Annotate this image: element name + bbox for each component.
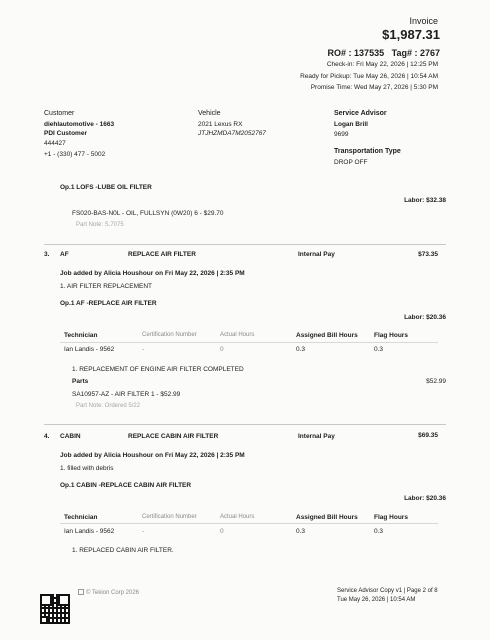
ro-number: 137535 <box>354 48 385 58</box>
promise-time: Promise Time: Wed May 27, 2026 | 5:30 PM <box>310 84 438 91</box>
ro-label: RO# : <box>327 48 352 58</box>
job-3-concern: 1. AIR FILTER REPLACEMENT <box>60 283 152 290</box>
th-flag: Flag Hours <box>374 332 408 339</box>
th-actual: Actual Hours <box>220 332 255 338</box>
th-cert: Certification Number <box>142 332 197 338</box>
th-technician: Technician <box>64 514 98 521</box>
th-assigned: Assigned Bill Hours <box>296 332 358 339</box>
job-4-title: REPLACE CABIN AIR FILTER <box>128 433 219 440</box>
check-in-time: Check-in: Fri May 22, 2026 | 12:25 PM <box>326 61 438 68</box>
job-3-cert: - <box>142 346 145 353</box>
tag-number: 2767 <box>419 48 440 58</box>
vehicle-model: 2021 Lexus RX <box>198 121 243 128</box>
job-3-assigned: 0.3 <box>296 346 306 353</box>
job-4-assigned: 0.3 <box>296 528 306 535</box>
job-3-part-note: Part Note: Ordered 5/22 <box>76 403 141 409</box>
job-4-correction: 1. REPLACED CABIN AIR FILTER. <box>72 547 174 554</box>
customer-type: PDI Customer <box>44 130 87 137</box>
ready-time: Ready for Pickup: Tue May 26, 2026 | 10:54 AM <box>300 73 438 80</box>
job-3-added: Job added by Alicia Houshour on Fri May 22, 2026 | 2:35 PM <box>60 270 245 277</box>
lof-labor: Labor: $32.38 <box>404 197 446 204</box>
vin-prefix: JTJHZMDA7 <box>198 130 236 137</box>
job-3-number: 3. <box>44 251 50 258</box>
transport-type: DROP OFF <box>334 159 368 166</box>
customer-phone: +1 - (330) 477 - 5002 <box>44 151 106 158</box>
vin-suffix: M2052767 <box>235 130 266 137</box>
th-cert: Certification Number <box>142 514 197 520</box>
ro-tag-line <box>328 48 440 58</box>
lof-op-line: Op.1 LOFS -LUBE OIL FILTER <box>60 184 152 191</box>
customer-name: diehlautomotive - 1663 <box>44 121 115 128</box>
lof-part-line: FS020-BAS-N0L - OIL, FULLSYN (0W20) 6 - $29.70 <box>72 210 224 217</box>
job-3-tech: Ian Landis - 9562 <box>64 346 115 353</box>
job-3-correction: 1. REPLACEMENT OF ENGINE AIR FILTER COMPLETED <box>72 366 244 373</box>
job-3-code: AF <box>60 251 69 258</box>
th-technician: Technician <box>64 332 98 339</box>
vehicle-heading: Vehicle <box>198 110 221 117</box>
job-4-amount: $69.35 <box>418 432 438 439</box>
job-4-number: 4. <box>44 433 50 440</box>
job-4-tech: Ian Landis - 9562 <box>64 528 115 535</box>
job-4-code: CABIN <box>60 433 81 440</box>
advisor-id: 9699 <box>334 131 349 138</box>
vehicle-vin <box>198 130 266 137</box>
tekion-logo-icon <box>78 589 84 595</box>
invoice-total: $1,987.31 <box>382 27 440 42</box>
job-4-pay-type: Internal Pay <box>298 433 335 440</box>
job-3-labor: Labor: $20.36 <box>404 314 446 321</box>
table-header-rule <box>60 342 438 343</box>
footer-copy-info: Service Advisor Copy v1 | Page 2 of 8 <box>337 588 438 594</box>
doc-title: Invoice <box>409 16 438 26</box>
job-divider <box>44 244 446 245</box>
job-3-amount: $73.35 <box>418 251 438 258</box>
job-4-concern: 1. filled with debris <box>60 465 114 472</box>
advisor-heading: Service Advisor <box>334 110 387 117</box>
job-4-labor: Labor: $20.36 <box>404 495 446 502</box>
job-3-op-line: Op.1 AF -REPLACE AIR FILTER <box>60 300 157 307</box>
qr-code <box>40 594 70 624</box>
customer-heading: Customer <box>44 110 75 117</box>
job-3-part-line: SA10957-AZ - AIR FILTER 1 - $52.99 <box>72 391 181 398</box>
job-3-parts-heading: Parts <box>72 378 89 385</box>
th-flag: Flag Hours <box>374 514 408 521</box>
job-3-title: REPLACE AIR FILTER <box>128 251 196 258</box>
footer-copyright: © Tekion Corp 2026 <box>78 589 139 596</box>
job-3-actual: 0 <box>220 346 224 353</box>
advisor-name: Logan Brill <box>334 121 368 128</box>
customer-id: 444427 <box>44 140 66 147</box>
job-4-actual: 0 <box>220 528 224 535</box>
job-3-pay-type: Internal Pay <box>298 251 335 258</box>
transport-heading: Transportation Type <box>334 148 401 155</box>
job-divider <box>44 424 446 425</box>
th-actual: Actual Hours <box>220 514 255 520</box>
job-4-added: Job added by Alicia Houshour on Fri May 22, 2026 | 2:35 PM <box>60 452 245 459</box>
lof-part-note: Part Note: S.7075 <box>76 222 124 228</box>
job-4-cert: - <box>142 528 145 535</box>
table-header-rule <box>60 523 438 524</box>
th-assigned: Assigned Bill Hours <box>296 514 358 521</box>
job-4-flag: 0.3 <box>374 528 384 535</box>
footer-printed: Tue May 26, 2026 | 10:54 AM <box>337 597 416 603</box>
tag-label: Tag# : <box>391 48 418 58</box>
job-3-parts-amount: $52.99 <box>426 378 446 385</box>
job-4-op-line: Op.1 CABIN -REPLACE CABIN AIR FILTER <box>60 482 192 489</box>
job-3-flag: 0.3 <box>374 346 384 353</box>
